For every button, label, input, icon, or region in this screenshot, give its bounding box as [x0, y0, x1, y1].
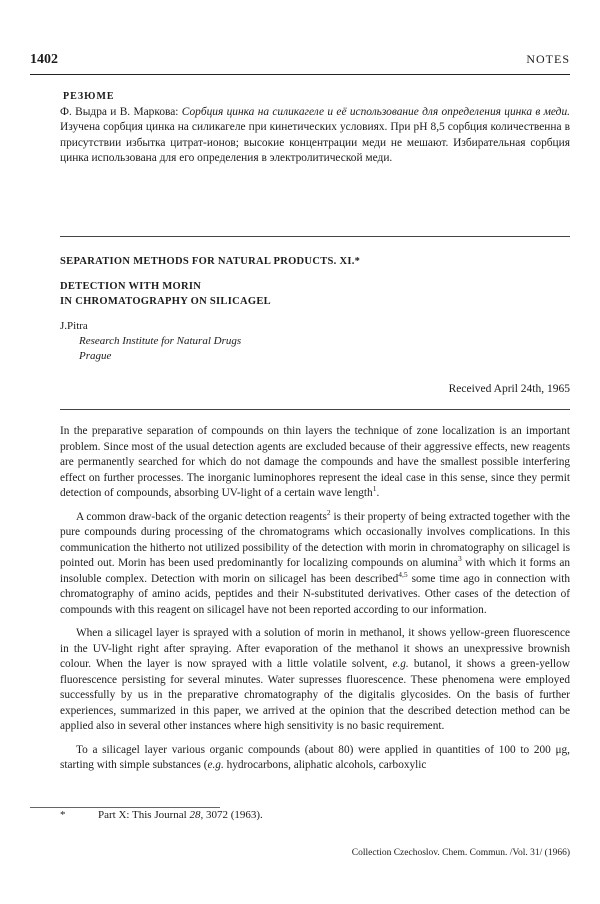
series-title: SEPARATION METHODS FOR NATURAL PRODUCTS. XI.*: [60, 256, 361, 267]
ref-1: 1: [372, 484, 377, 494]
author-name: J.Pitra: [60, 320, 88, 332]
resume-heading: РЕЗЮМЕ: [63, 91, 115, 102]
ref-3: 3: [457, 554, 462, 564]
body-paragraph-2: A common draw-back of the organic detection reagents$^2$ is their property of being extracted together with the pure compounds during processing of the chromatograms which occasionally involves complications. In this communication the hitherto not utilized possibility of the detection with morin in chromatography on silicagel is pointed out. Morin has been used predominantly for localizing compounds on alumina$^3$ with which it forms an insoluble complex. Detection with morin on silicagel has been described$^{4,5}$ some time ago in connection with chromatography of amino acids, peptides and their N-substituted derivatives. Other cases of the detection of compounds with this reagent on silicagel have not been reported according to our information.: [60, 507, 571, 616]
resume-title: Сорбция цинка на силикагеле и её использование для определения цинка в меди.: [181, 106, 570, 118]
body-paragraph-1: In the preparative separation of compounds on thin layers the technique of zone localization is an important problem. Since most of the usual detection agents are excluded because of their aggressive effects, new reagents are permanently searched for which do not damage the compounds and have the smallest possible interfering effect on further processes. The inorganic luminophores represent the ideal case in this sense, since they permit detection of compounds, absorbing UV-light of a certain wave length$^1$.: [60, 425, 570, 499]
ref-4-5: 4,5: [398, 569, 408, 579]
resume-body: Изучена сорбция цинка на силикагеле при кинетических условиях. При pH 8,5 сорбция количественна в присутствии избытка цитрат-ионов; высокие концентрации меди не мешают. Избирательная сорбция цинка использована для его определения в электролитической меди.: [60, 121, 570, 165]
section-divider: [60, 236, 570, 237]
affiliation-city: Prague: [79, 350, 112, 362]
header-rule: [30, 74, 570, 75]
affiliation-institute: Research Institute for Natural Drugs: [79, 335, 242, 347]
article-title: [60, 279, 271, 309]
received-date: Received April 24th, 1965: [448, 383, 570, 395]
section-name: NOTES: [526, 52, 570, 66]
body-paragraph-3: When a silicagel layer is sprayed with a solution of morin in methanol, it shows yellow-green fluorescence in the UV-light right after spraying. After evaporation of the methanol it shows an unexpressive brownish colour. When the layer is now sprayed with a little volatile solvent, e.g. butanol, it shows a green-yellow fluorescence persisting for several minutes. Water supresses fluorescence. These phenomena were employed successfully by us in the preparative chromatography of the digitalis glycosides. On the basis of further experiences, summarized in this paper, we arrived at the opinion that the described detection method can be applied also in several other instances where high sensitivity is no basic requirement.: [60, 627, 570, 732]
journal-footer: Collection Czechoslov. Chem. Commun. /Vol. 31/ (1966): [351, 848, 570, 858]
resume-paragraph: [60, 105, 570, 167]
article-title-line-1: DETECTION WITH MORIN: [60, 281, 202, 292]
affiliation: [79, 334, 241, 364]
body-paragraph-4: To a silicagel layer various organic compounds (about 80) were applied in quantities of 100 to 200 μg, starting with simple substances (e.g. hydrocarbons, aliphatic alcohols, carboxylic: [60, 743, 570, 771]
footnote-rule: [30, 807, 220, 808]
footnote: * Part X: This Journal 28, 3072 (1963).: [60, 809, 263, 821]
resume-authors: Ф. Выдра и В. Маркова:: [60, 106, 179, 118]
article-title-line-2: IN CHROMATOGRAPHY ON SILICAGEL: [60, 296, 271, 307]
page-number: 1402: [30, 52, 58, 67]
footnote-mark: *: [60, 809, 66, 821]
body-divider: [60, 409, 570, 410]
ref-2: 2: [326, 507, 331, 517]
running-head: [30, 52, 570, 72]
article-body: [60, 424, 570, 782]
